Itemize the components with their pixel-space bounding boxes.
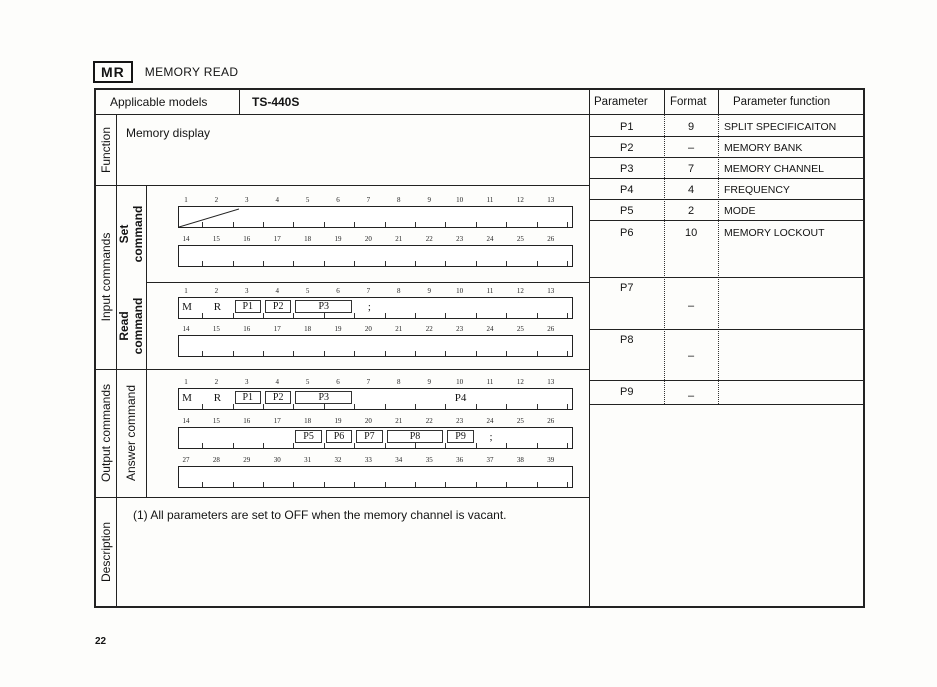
grid-tick [476, 404, 477, 409]
grid-tick [385, 222, 386, 227]
column-number: 21 [395, 325, 403, 333]
grid-tick [354, 443, 355, 448]
param-format: – [688, 390, 695, 402]
grid-tick [506, 261, 507, 266]
column-number: 24 [486, 417, 494, 425]
column-number: 22 [425, 325, 433, 333]
column-number: 5 [305, 378, 310, 386]
column-number: 24 [486, 325, 494, 333]
parameter-field: P1 [235, 391, 261, 404]
column-number: 12 [516, 378, 524, 386]
column-numbers [178, 378, 573, 388]
grid-tick [385, 351, 386, 356]
param-name: P8 [620, 334, 634, 346]
column-number: 26 [547, 325, 555, 333]
parameter-field: P2 [265, 391, 291, 404]
applicable-models-label: Applicable models [110, 95, 208, 109]
column-number: 25 [516, 417, 524, 425]
column-number: 20 [364, 325, 372, 333]
grid-tick [506, 351, 507, 356]
column-number: 15 [212, 325, 220, 333]
column-number: 16 [243, 325, 251, 333]
column-number: 5 [305, 287, 310, 295]
column-number: 39 [547, 456, 555, 464]
grid-tick [324, 313, 325, 318]
grid-tick [202, 313, 203, 318]
parameter-field: P9 [447, 430, 473, 443]
column-numbers [178, 196, 573, 206]
read-command-row1 [178, 297, 573, 319]
read-command-row2 [178, 335, 573, 357]
column-number: 1 [184, 287, 188, 295]
command-table [94, 88, 865, 608]
param-function: SPLIT SPECIFICAITON [724, 121, 837, 133]
grid-tick [202, 443, 203, 448]
column-number: 11 [486, 196, 494, 204]
grid-tick [445, 313, 446, 318]
grid-tick [537, 261, 538, 266]
grid-tick [445, 443, 446, 448]
parameter-field: P1 [235, 300, 261, 313]
param-header-parameter: Parameter [594, 96, 648, 108]
column-number: 12 [516, 287, 524, 295]
grid-tick [385, 313, 386, 318]
column-number: 34 [395, 456, 403, 464]
grid-tick [202, 261, 203, 266]
column-number: 3 [245, 196, 249, 204]
param-name: P9 [620, 386, 634, 398]
column-number: 30 [273, 456, 281, 464]
column-number: 2 [214, 287, 219, 295]
grid-tick [233, 443, 234, 448]
column-number: 1 [184, 196, 188, 204]
grid-tick [537, 351, 538, 356]
grid-tick [476, 313, 477, 318]
column-number: 25 [516, 235, 524, 243]
command-char: M [182, 301, 192, 313]
column-number: 18 [304, 235, 312, 243]
description-text: (1) All parameters are set to OFF when the memory channel is vacant. [133, 508, 507, 522]
grid-tick [567, 261, 568, 266]
column-number: 23 [456, 235, 464, 243]
command-char: ; [367, 301, 371, 313]
parameter-field: P6 [326, 430, 352, 443]
grid-tick [445, 222, 446, 227]
column-number: 4 [275, 378, 279, 386]
column-number: 12 [516, 196, 524, 204]
column-number: 7 [366, 378, 371, 386]
grid-tick [263, 443, 264, 448]
grid-tick [567, 313, 568, 318]
column-number: 7 [366, 196, 371, 204]
column-number: 36 [456, 456, 464, 464]
param-name: P3 [620, 163, 634, 175]
grid-tick [385, 404, 386, 409]
column-number: 32 [334, 456, 342, 464]
grid-tick [263, 404, 264, 409]
param-format: – [688, 300, 695, 312]
command-char: R [213, 392, 222, 404]
grid-tick [293, 313, 294, 318]
grid-tick [354, 313, 355, 318]
column-number: 26 [547, 235, 555, 243]
param-name: P1 [620, 121, 634, 133]
set-command-row1 [178, 206, 573, 228]
parameter-field: P7 [356, 430, 382, 443]
section-label-description: Description [99, 521, 113, 583]
grid-tick [476, 261, 477, 266]
column-numbers [178, 235, 573, 245]
grid-tick [354, 404, 355, 409]
column-number: 29 [243, 456, 251, 464]
column-number: 23 [456, 325, 464, 333]
param-format: – [688, 142, 695, 154]
column-number: 8 [397, 287, 401, 295]
param-name: P5 [620, 205, 634, 217]
grid-tick [263, 482, 264, 487]
column-number: 24 [486, 235, 494, 243]
command-code: MR [93, 61, 133, 83]
grid-tick [567, 351, 568, 356]
grid-tick [293, 404, 294, 409]
column-number: 33 [364, 456, 372, 464]
column-number: 23 [456, 417, 464, 425]
answer-command-row2 [178, 427, 573, 449]
column-number: 22 [425, 417, 433, 425]
grid-tick [385, 443, 386, 448]
grid-tick [324, 482, 325, 487]
grid-tick [354, 482, 355, 487]
column-number: 2 [214, 196, 219, 204]
column-number: 13 [547, 287, 555, 295]
column-number: 4 [275, 196, 279, 204]
grid-tick [233, 222, 234, 227]
section-label-input: Input commands [99, 232, 113, 322]
grid-tick [506, 222, 507, 227]
column-number: 16 [243, 235, 251, 243]
section-label-set: Set command [117, 205, 145, 263]
column-number: 10 [456, 378, 464, 386]
column-number: 38 [516, 456, 524, 464]
grid-tick [567, 222, 568, 227]
parameter-field: P8 [387, 430, 444, 443]
column-number: 20 [364, 235, 372, 243]
section-label-output: Output commands [99, 383, 113, 483]
column-number: 9 [427, 378, 431, 386]
param-format: – [688, 350, 695, 362]
function-text: Memory display [126, 126, 211, 140]
param-format: 10 [685, 227, 698, 239]
param-function: MEMORY LOCKOUT [724, 227, 825, 239]
command-char: ; [489, 431, 493, 443]
column-number: 19 [334, 235, 342, 243]
column-number: 27 [182, 456, 190, 464]
column-number: 28 [212, 456, 220, 464]
grid-tick [324, 261, 325, 266]
grid-tick [324, 404, 325, 409]
grid-tick [476, 482, 477, 487]
param-name: P6 [620, 227, 634, 239]
column-number: 18 [304, 325, 312, 333]
param-format: 4 [688, 184, 695, 196]
grid-tick [202, 404, 203, 409]
command-char: P4 [454, 392, 467, 404]
column-numbers [178, 417, 573, 427]
column-number: 18 [304, 417, 312, 425]
grid-tick [233, 351, 234, 356]
grid-tick [233, 482, 234, 487]
grid-tick [415, 313, 416, 318]
column-number: 19 [334, 417, 342, 425]
grid-tick [263, 351, 264, 356]
column-number: 15 [212, 235, 220, 243]
grid-tick [233, 261, 234, 266]
grid-tick [506, 404, 507, 409]
grid-tick [537, 404, 538, 409]
column-number: 21 [395, 417, 403, 425]
column-number: 3 [245, 287, 249, 295]
param-header-format: Format [670, 96, 707, 108]
param-name: P2 [620, 142, 634, 154]
param-format: 9 [688, 121, 695, 133]
grid-tick [445, 482, 446, 487]
grid-tick [354, 351, 355, 356]
column-number: 17 [273, 417, 281, 425]
grid-tick [567, 404, 568, 409]
grid-tick [415, 404, 416, 409]
column-number: 14 [182, 417, 190, 425]
column-number: 21 [395, 235, 403, 243]
column-numbers [178, 456, 573, 466]
param-format: 2 [688, 205, 695, 217]
column-number: 8 [397, 196, 401, 204]
column-number: 26 [547, 417, 555, 425]
column-number: 2 [214, 378, 219, 386]
grid-tick [263, 313, 264, 318]
column-number: 17 [273, 235, 281, 243]
grid-tick [233, 404, 234, 409]
grid-tick [324, 443, 325, 448]
grid-tick [567, 482, 568, 487]
column-number: 11 [486, 287, 494, 295]
command-title: MEMORY READ [144, 65, 239, 79]
column-numbers [178, 325, 573, 335]
column-number: 6 [336, 196, 340, 204]
grid-tick [354, 222, 355, 227]
grid-tick [537, 313, 538, 318]
column-number: 31 [304, 456, 312, 464]
grid-tick [233, 313, 234, 318]
grid-tick [415, 443, 416, 448]
command-char: R [213, 301, 222, 313]
grid-tick [324, 222, 325, 227]
page-number: 22 [95, 636, 107, 647]
column-number: 14 [182, 235, 190, 243]
column-number: 19 [334, 325, 342, 333]
grid-tick [506, 482, 507, 487]
column-number: 16 [243, 417, 251, 425]
command-char: M [182, 392, 192, 404]
grid-tick [506, 313, 507, 318]
param-function: MODE [724, 205, 756, 217]
section-label-function: Function [99, 126, 113, 174]
grid-tick [324, 351, 325, 356]
grid-tick [537, 222, 538, 227]
column-number: 7 [366, 287, 371, 295]
grid-tick [445, 261, 446, 266]
grid-tick [537, 443, 538, 448]
column-number: 9 [427, 196, 431, 204]
grid-tick [202, 482, 203, 487]
grid-tick [293, 261, 294, 266]
applicable-models-value: TS-440S [252, 95, 300, 109]
parameter-field: P3 [295, 391, 352, 404]
grid-tick [415, 351, 416, 356]
param-name: P4 [620, 184, 634, 196]
grid-tick [385, 261, 386, 266]
column-number: 13 [547, 378, 555, 386]
param-format: 7 [688, 163, 695, 175]
grid-tick [415, 482, 416, 487]
column-number: 6 [336, 287, 340, 295]
column-number: 6 [336, 378, 340, 386]
column-number: 22 [425, 235, 433, 243]
column-number: 37 [486, 456, 494, 464]
grid-tick [202, 222, 203, 227]
param-function: MEMORY BANK [724, 142, 803, 154]
section-label-answer: Answer command [124, 384, 138, 482]
grid-tick [445, 351, 446, 356]
grid-tick [202, 351, 203, 356]
grid-tick [293, 222, 294, 227]
parameter-field: P2 [265, 300, 291, 313]
column-number: 14 [182, 325, 190, 333]
grid-tick [293, 482, 294, 487]
grid-tick [354, 261, 355, 266]
column-number: 1 [184, 378, 188, 386]
grid-tick [263, 261, 264, 266]
grid-tick [263, 222, 264, 227]
grid-tick [537, 482, 538, 487]
column-number: 20 [364, 417, 372, 425]
answer-command-row1 [178, 388, 573, 410]
grid-tick [476, 443, 477, 448]
no-set-command-slash [179, 207, 239, 229]
grid-tick [293, 443, 294, 448]
param-header-function: Parameter function [733, 96, 831, 108]
answer-command-row3 [178, 466, 573, 488]
param-function: FREQUENCY [724, 184, 790, 196]
grid-tick [415, 261, 416, 266]
grid-tick [476, 222, 477, 227]
column-number: 17 [273, 325, 281, 333]
parameter-field: P3 [295, 300, 352, 313]
grid-tick [415, 222, 416, 227]
grid-tick [567, 443, 568, 448]
grid-tick [293, 351, 294, 356]
grid-tick [385, 482, 386, 487]
column-number: 3 [245, 378, 249, 386]
column-number: 25 [516, 325, 524, 333]
grid-tick [476, 351, 477, 356]
column-numbers [178, 287, 573, 297]
column-number: 10 [456, 196, 464, 204]
column-number: 11 [486, 378, 494, 386]
column-number: 8 [397, 378, 401, 386]
parameter-field: P5 [295, 430, 321, 443]
column-number: 15 [212, 417, 220, 425]
column-number: 4 [275, 287, 279, 295]
column-number: 35 [425, 456, 433, 464]
grid-tick [506, 443, 507, 448]
param-function: MEMORY CHANNEL [724, 163, 824, 175]
column-number: 13 [547, 196, 555, 204]
column-number: 5 [305, 196, 310, 204]
page-header [93, 61, 238, 83]
set-command-row2 [178, 245, 573, 267]
column-number: 10 [456, 287, 464, 295]
grid-tick [445, 404, 446, 409]
param-name: P7 [620, 282, 634, 294]
column-number: 9 [427, 287, 431, 295]
section-label-read: Read command [117, 297, 145, 355]
